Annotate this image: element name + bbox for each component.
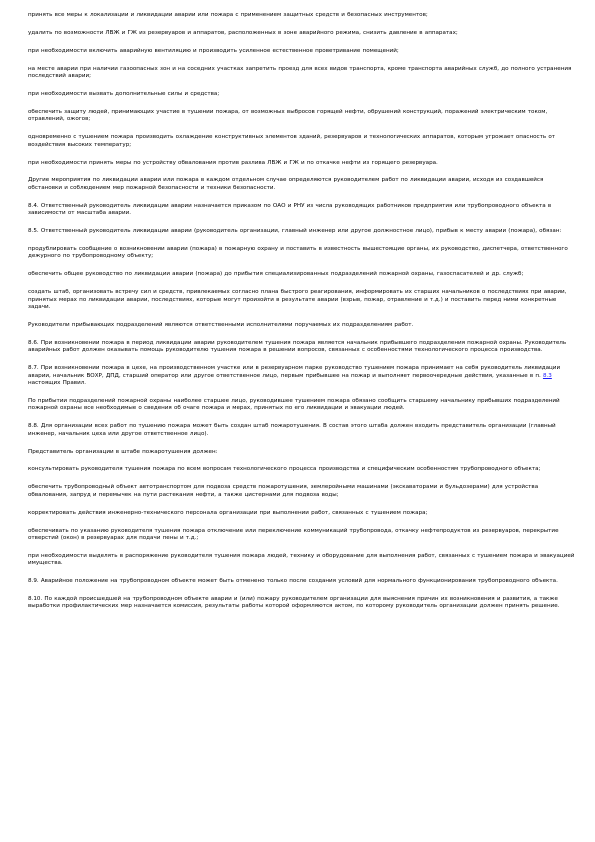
paragraph: на месте аварии при наличии газоопасных зон и на соседних участках запретить проезд для всех видов транспорта, кроме транспорта аварийных служб, до полного устранения последствий аварии;	[28, 65, 572, 80]
paragraph: принять все меры к локализации и ликвидации аварии или пожара с применением защитных средств и безопасных инструментов;	[28, 12, 428, 18]
paragraph: консультировать руководителя тушения пожара по всем вопросам технологического процесса производства и специфическим особенностям трубопроводного объекта;	[28, 466, 541, 473]
paragraph: 8.6. При возникновении пожара в период ликвидации аварии руководителем тушения пожара является начальник прибывшего подразделения пожарной охраны. Руководитель аварийных работ должен оказывать помощь руководителю тушения пожара в решении вопросов, связанных с особенностями технологического процесса производства.	[28, 339, 567, 354]
paragraph: создать штаб, организовать встречу сил и средств, привлекаемых согласно плана быстрого реагирования, информировать их старших начальников о последствиях при аварии, принятых мерах по ликвидации аварии, последствиях, которые могут произойти в результате аварии (взрыв, пожар, отравление и т.д.) и поставить перед ними конкретные задачи.	[28, 289, 567, 311]
paragraph: По прибытии подразделений пожарной охраны наиболее старшее лицо, руководившее тушением пожара обязано сообщить старшему начальнику прибывших подразделений пожарной охраны все необходимые о сведения об очаге пожара и мерах, принятых по его ликвидации и эвакуации людей.	[28, 397, 560, 412]
paragraph: 8.4. Ответственный руководитель ликвидации аварии назначается приказом по ОАО и РНУ из числа руководящих работников предприятия или трубопроводного объекта в зависимости от масштаба аварии.	[28, 202, 552, 217]
paragraph: одновременно с тушением пожара производить охлаждение конструктивных элементов зданий, резервуаров и технологических аппаратов, которым угрожает опасность от воздействия высоких температур;	[28, 134, 556, 148]
paragraph: обеспечить общее руководство по ликвидации аварии (пожара) до прибытия специализированных подразделений пожарной охраны, газоспасателей и др. служб;	[28, 271, 524, 278]
paragraph	[28, 365, 575, 387]
paragraph: 8.9. Аварийное положение на трубопроводном объекте может быть отменено только после создания условий для нормального функционирования трубопроводного объекта.	[28, 578, 558, 585]
paragraph: 8.8. Для организации всех работ по тушению пожара может быть создан штаб пожаротушения. В состав этого штаба должен входить представитель организации (главный инженер, начальник цеха или другое ответственное лицо).	[28, 423, 556, 437]
paragraph: обеспечивать по указанию руководителя тушения пожара отключение или переключение коммуникаций трубопровода, откачку нефтепродуктов из резервуаров, перекрытие отверстий (окон) в резервуарах для подачи пены и т.д.;	[28, 527, 559, 541]
section-link-8-3[interactable]: 8.3	[542, 372, 552, 379]
paragraph: продублировать сообщение о возникновении аварии (пожара) в пожарную охрану и поставить в известность вышестоящие органы, их руководство, диспетчера, ответственного дежурного по трубопроводному объекту;	[28, 246, 568, 260]
paragraph: Другие мероприятия по ликвидации аварии или пожара в каждом отдельном случае определяются руководителем работ по ликвидации аварии, исходя из создавшейся обстановки и соблюдением мер пожарной безопасности и техники безопасности.	[28, 177, 544, 191]
paragraph: при необходимости принять меры по устройству обвалования против разлива ЛВЖ и ГЖ и по откачке нефти из горящего резервуара.	[28, 159, 438, 166]
paragraph: при необходимости включить аварийную вентиляцию и производить усиленное естественное проветривание помещений;	[28, 47, 399, 54]
paragraph: корректировать действия инженерно-технического персонала организации при выполнении работ, связанных с тушением пожара;	[28, 509, 428, 516]
paragraph-text: 8.7. При возникновении пожара в цехе, на производственном участке или в резервуарном парке руководство тушением пожара принимает на себя руководитель ликвидации аварии, начальник ВОХР, ДПД, старший оператор или другое ответственное лицо, первым прибывшее на пожар и выполняет первоочередные действия, указанные в п.	[28, 365, 561, 379]
paragraph: при необходимости вызвать дополнительные силы и средства;	[28, 91, 220, 98]
paragraph: Представитель организации в штабе пожаротушения должен:	[28, 448, 218, 455]
paragraph: обеспечить трубопроводный объект автотранспортом для подвоза средств пожаротушения, землеройными машинами (экскаваторами и бульдозерами) для устройства обвалования, запруд и перемычек на пути растекания нефти, а также цистернами для подвоза воды;	[28, 484, 539, 498]
paragraph: удалить по возможности ЛВЖ и ГЖ из резервуаров и аппаратов, расположенных в зоне аварийного режима, снизить давление в аппаратах;	[28, 29, 458, 36]
paragraph: обеспечить защиту людей, принимающих участие в тушении пожара, от возможных выбросов горящей нефти, обрушений конструкций, поражений электрическим током, отравлений, ожогов;	[28, 108, 548, 123]
paragraph: 8.10. По каждой происшедшей на трубопроводном объекте аварии и (или) пожару руководителем организации для выяснения причин их возникновения и развития, а также выработки профилактических мер назначается комиссия, результаты работы которой оформляются актом, по которому руководитель организации должен принять решение.	[28, 596, 560, 610]
paragraph: при необходимости выделять в распоряжение руководителя тушения пожара людей, технику и оборудование для выполнения работ, связанных с тушением пожара и эвакуацией имущества.	[28, 552, 575, 567]
paragraph-text: настоящих Правил.	[28, 379, 87, 386]
paragraph: Руководители прибывающих подразделений являются ответственными исполнителями поручаемых их подразделениям работ.	[28, 321, 414, 328]
paragraph: 8.5. Ответственный руководитель ликвидации аварии (руководитель организации, главный инженер или другое должностное лицо), прибыв к месту аварии (пожара), обязан:	[28, 228, 562, 235]
